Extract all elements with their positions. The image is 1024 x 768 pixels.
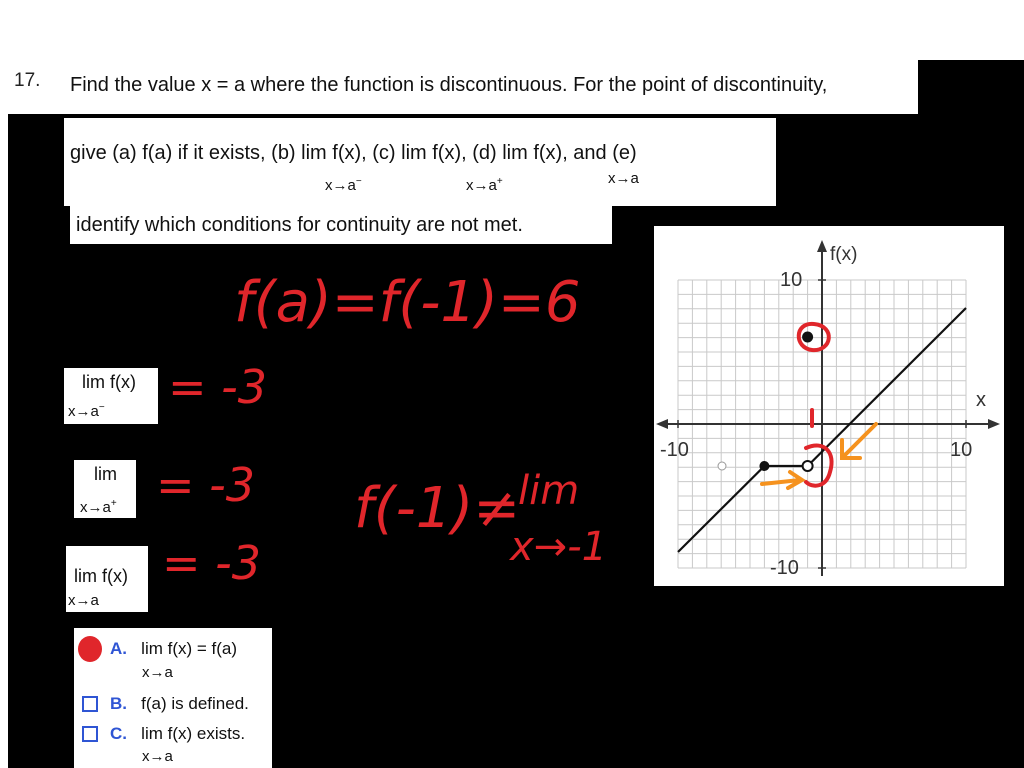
left-limit-label: lim f(x) <box>82 372 136 392</box>
x-axis-arrow <box>988 419 1000 429</box>
x-axis-label: x <box>976 389 986 411</box>
x-tick-min: -10 <box>660 439 689 461</box>
right-limit-label: lim <box>94 464 117 484</box>
left-limit-card <box>64 368 158 424</box>
function-value-point <box>802 332 813 343</box>
y-tick-max: 10 <box>780 269 803 291</box>
y-axis-arrow <box>817 240 827 252</box>
open-point <box>803 461 813 471</box>
x-tick-max: 10 <box>950 439 973 461</box>
question-line-2-card <box>64 118 776 206</box>
option-c[interactable]: C. lim f(x) exists. <box>110 724 246 743</box>
limit-label: lim f(x) <box>74 566 128 586</box>
white-marker <box>718 462 726 470</box>
y-tick-min: -10 <box>770 557 799 579</box>
limit-sub: x→a <box>68 592 99 609</box>
question-number: 17. <box>14 70 41 91</box>
option-c-sub: x→a <box>142 748 173 765</box>
left-limit-subscript: x→a− <box>325 176 362 194</box>
option-b-checkbox[interactable] <box>82 696 98 712</box>
question-line-3: identify which conditions for continuity are not met. <box>76 214 523 236</box>
axes <box>662 248 994 576</box>
option-a[interactable]: A. lim f(x) = f(a) <box>110 639 238 658</box>
handwritten-right-value: = -3 <box>156 458 256 512</box>
handwritten-left-value: = -3 <box>168 360 268 414</box>
right-limit-card <box>74 460 136 518</box>
handwritten-fa: f(a)=f(-1)=6 <box>234 270 581 335</box>
option-a-sub: x→a <box>142 664 173 681</box>
limit-card <box>66 546 148 612</box>
red-annotations <box>799 324 832 486</box>
options-card <box>74 628 272 768</box>
right-limit-subscript: x→a+ <box>466 176 503 194</box>
left-limit-sub: x→a− <box>68 402 105 420</box>
closed-point-left <box>759 461 769 471</box>
handwritten-note-lim: lim <box>518 468 580 514</box>
option-a-selected-mark[interactable] <box>78 636 102 662</box>
limit-subscript: x→a <box>608 170 639 187</box>
function-graph <box>654 226 1004 586</box>
question-line-1: Find the value x = a where the function is discontinuous. For the point of discontinuity, <box>70 74 828 96</box>
question-line-2: give (a) f(a) if it exists, (b) lim f(x), (c) lim f(x), (d) lim f(x), and (e) <box>70 142 637 164</box>
right-limit-sub: x→a+ <box>80 498 117 516</box>
board-background-top <box>918 60 1024 120</box>
handwritten-note-lhs: f(-1)≠ <box>354 476 521 541</box>
question-line-3-card <box>70 206 612 244</box>
handwritten-note-sub: x→-1 <box>510 524 608 570</box>
option-c-checkbox[interactable] <box>82 726 98 742</box>
handwritten-limit-value: = -3 <box>162 536 262 590</box>
graph-card <box>654 226 1004 586</box>
y-axis-label: f(x) <box>830 244 858 265</box>
x-axis-arrow-left <box>656 419 668 429</box>
option-b[interactable]: B. f(a) is defined. <box>110 694 249 713</box>
